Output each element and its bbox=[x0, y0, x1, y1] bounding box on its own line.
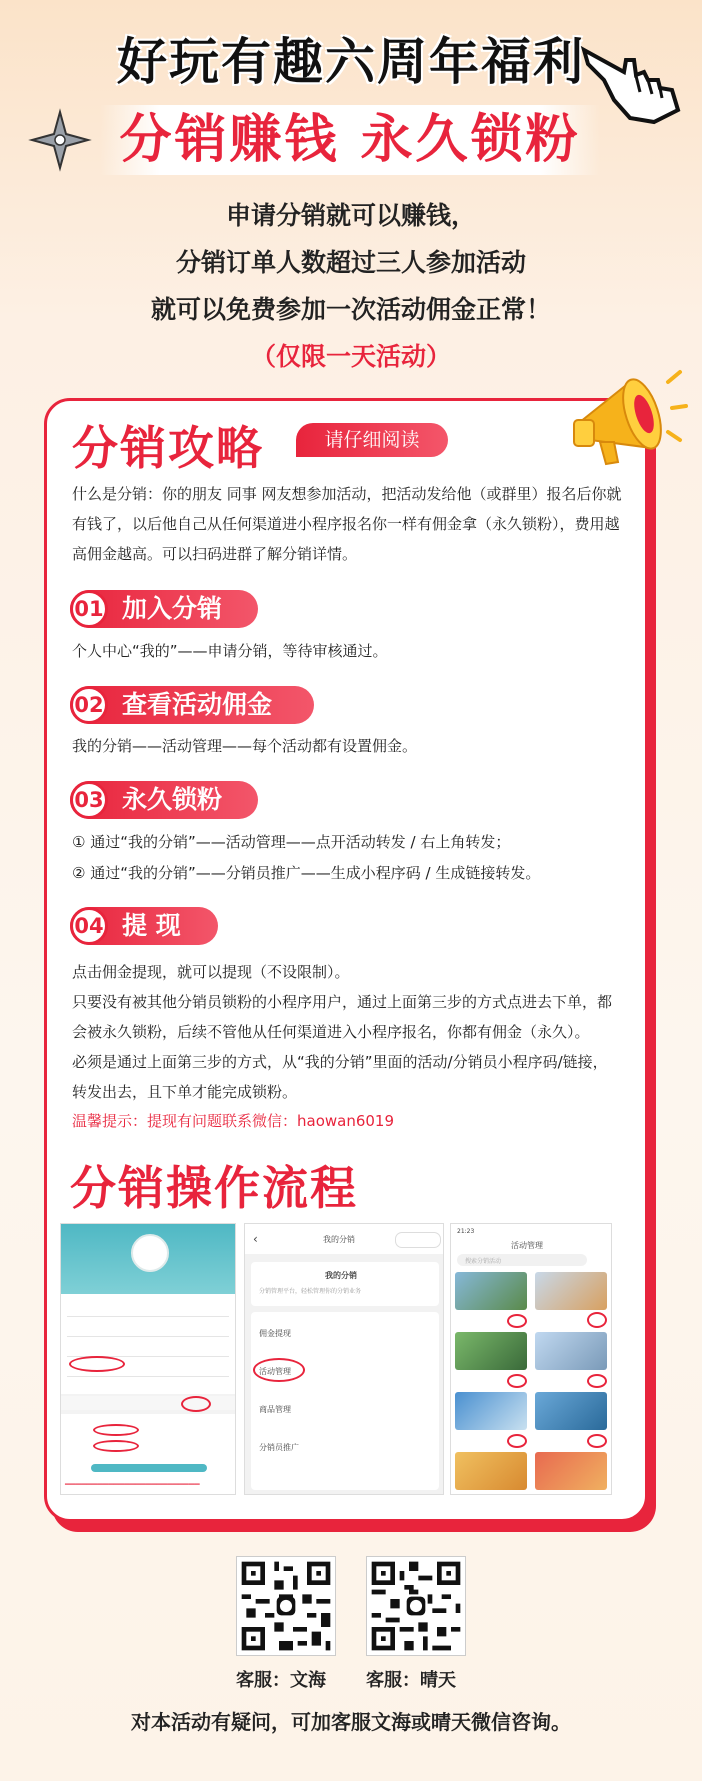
step-04-text-5: 转发出去，且下单才能完成锁粉。 bbox=[72, 1083, 298, 1101]
shot2-menu-goods: 商品管理 bbox=[259, 1405, 291, 1414]
screenshot-profile: ▁▁▁▁▁▁▁▁▁▁▁▁▁▁▁▁▁▁▁▁▁▁▁▁▁ bbox=[60, 1223, 236, 1495]
shot2-menu-withdraw: 佣金提现 bbox=[259, 1329, 291, 1338]
step-04-text-3: 会被永久锁粉，后续不管他从任何渠道进入小程序报名，你都有佣金（永久）。 bbox=[72, 1023, 590, 1041]
screenshot-my-distribution bbox=[244, 1223, 444, 1495]
step-02-header bbox=[70, 686, 314, 724]
intro-note: （仅限一天活动） bbox=[250, 342, 451, 371]
step-02-label: 查看活动佣金 bbox=[122, 690, 273, 719]
step-04-text-1: 点击佣金提现，就可以提现（不设限制）。 bbox=[72, 963, 350, 981]
withdraw-tip: 温馨提示：提现有问题联系微信：haowan6019 bbox=[72, 1112, 395, 1130]
shot2-card-title: 我的分销 bbox=[325, 1271, 357, 1280]
slogan-banner: 分销赚钱 永久锁粉 bbox=[100, 105, 600, 175]
step-04-text-4: 必须是通过上面第三步的方式，从“我的分销”里面的活动/分销员小程序码/链接， bbox=[72, 1053, 608, 1071]
qr-code-qingtian[interactable] bbox=[366, 1556, 466, 1656]
step-01-number: 01 bbox=[70, 590, 108, 628]
step-01-header bbox=[70, 590, 258, 628]
guide-title: 分销攻略 bbox=[72, 421, 264, 475]
step-03-text-1: ① 通过“我的分销”——活动管理——点开活动转发 / 右上角转发； bbox=[72, 833, 511, 851]
flow-title: 分销操作流程 bbox=[70, 1161, 358, 1215]
intro-line-1: 申请分销就可以赚钱， bbox=[225, 201, 476, 230]
shot2-header: 我的分销 bbox=[323, 1235, 355, 1244]
intro-line-2: 分销订单人数超过三人参加活动 bbox=[175, 248, 526, 277]
step-03-label: 永久锁粉 bbox=[122, 785, 223, 814]
shot3-time: 21:23 bbox=[457, 1228, 475, 1235]
step-04-label: 提 现 bbox=[122, 911, 181, 940]
guide-description-1: 什么是分销：你的朋友 同事 网友想参加活动，把活动发给他（或群里）报名后你就 bbox=[72, 485, 622, 503]
shot2-card-sub: 分销管理平台，轻松管理你的分销业务 bbox=[259, 1288, 362, 1295]
guide-description-2: 有钱了，以后他自己从任何渠道进小程序报名你一样有佣金拿（永久锁粉），费用越 bbox=[72, 515, 620, 533]
shot3-header: 活动管理 bbox=[511, 1241, 543, 1250]
shot2-menu-promote: 分销员推广 bbox=[259, 1443, 299, 1452]
back-icon: ‹ bbox=[253, 1232, 258, 1246]
megaphone-icon bbox=[560, 352, 690, 470]
read-carefully-tag: 请仔细阅读 bbox=[296, 423, 448, 457]
step-04-text-2: 只要没有被其他分销员锁粉的小程序用户，通过上面第三步的方式点进去下单，都 bbox=[72, 993, 613, 1011]
shot2-menu-activity: 活动管理 bbox=[259, 1367, 291, 1376]
step-03-header bbox=[70, 781, 258, 819]
step-02-text: 我的分销——活动管理——每个活动都有设置佣金。 bbox=[72, 737, 418, 755]
service-label-wenhai: 客服：文海 bbox=[236, 1670, 326, 1691]
step-04-header bbox=[70, 907, 218, 945]
step-04-number: 04 bbox=[70, 907, 108, 945]
service-label-qingtian: 客服：晴天 bbox=[366, 1670, 456, 1691]
screenshot-activity-management bbox=[450, 1223, 612, 1495]
step-01-label: 加入分销 bbox=[122, 594, 223, 623]
ninja-star-icon bbox=[28, 108, 92, 172]
shot3-search: 搜索分销活动 bbox=[465, 1258, 502, 1265]
step-02-number: 02 bbox=[70, 686, 108, 724]
qr-code-wenhai[interactable] bbox=[236, 1556, 336, 1656]
guide-description-3: 高佣金越高。可以扫码进群了解分销详情。 bbox=[72, 545, 358, 563]
page-title: 好玩有趣六周年福利 bbox=[117, 33, 585, 91]
step-03-text-2: ② 通过“我的分销”——分销员推广——生成小程序码 / 生成链接转发。 bbox=[72, 864, 541, 882]
step-01-text: 个人中心“我的”——申请分销，等待审核通过。 bbox=[72, 642, 388, 660]
footer-note: 对本活动有疑问，可加客服文海或晴天微信咨询。 bbox=[131, 1710, 571, 1734]
step-03-number: 03 bbox=[70, 781, 108, 819]
intro-line-3: 就可以免费参加一次活动佣金正常！ bbox=[150, 295, 551, 324]
